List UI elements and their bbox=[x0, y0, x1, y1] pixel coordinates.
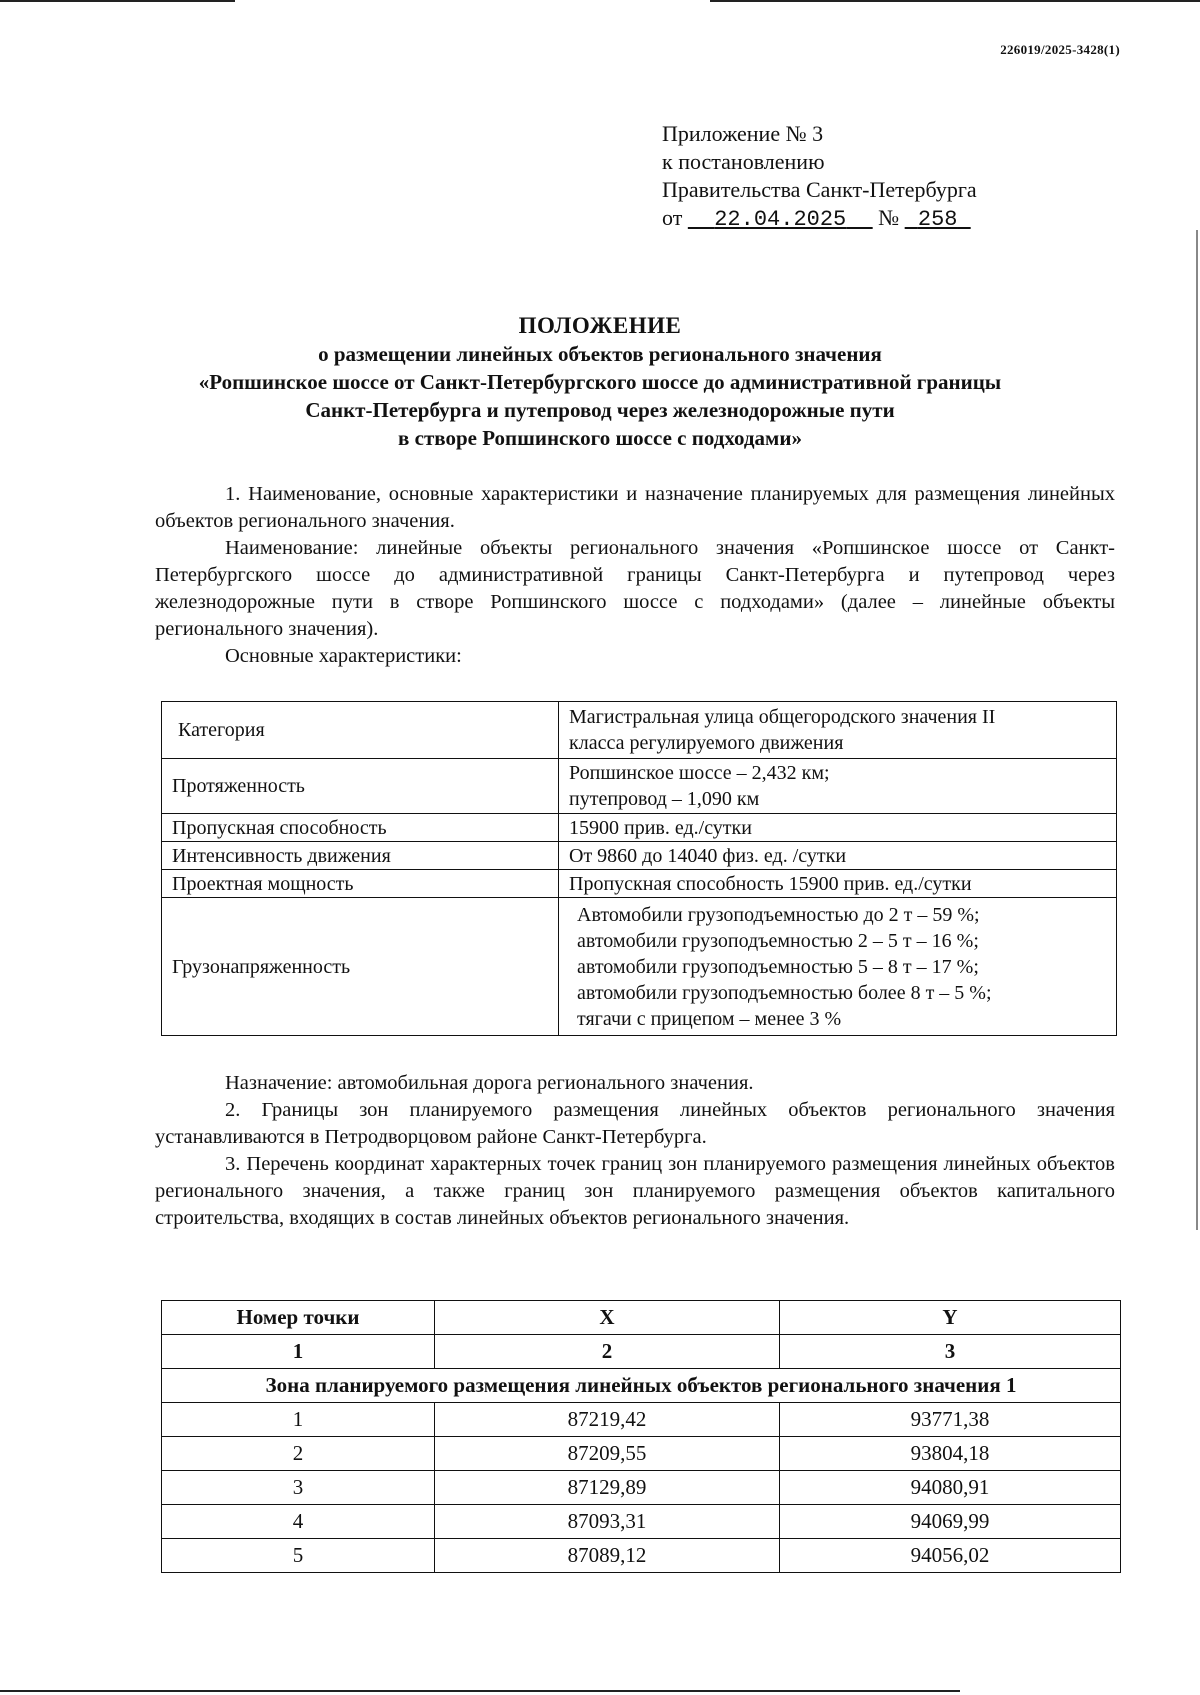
title-line2: о размещении линейных объектов регионального значения bbox=[318, 342, 882, 366]
point-y: 93804,18 bbox=[780, 1437, 1121, 1471]
point-y: 94069,99 bbox=[780, 1505, 1121, 1539]
char-label: Интенсивность движения bbox=[162, 842, 559, 870]
point-x: 87093,31 bbox=[435, 1505, 780, 1539]
point-y: 94056,02 bbox=[780, 1539, 1121, 1573]
appendix-date-line bbox=[662, 204, 977, 234]
point-y: 94080,91 bbox=[780, 1471, 1121, 1505]
title-main: ПОЛОЖЕНИЕ bbox=[518, 313, 682, 338]
char-value: 15900 прив. ед./сутки bbox=[559, 814, 1117, 842]
scan-edge-top bbox=[0, 0, 235, 2]
char-value: Автомобили грузоподъемностью до 2 т – 59 %; автомобили грузоподъемностью 2 – 5 т – 16 %; автомобили грузоподъемностью 5 – 8 т – 17 %; автомобили грузоподъемностью более 8 т – 5 %; тягачи с прицепом – менее 3 % bbox=[559, 898, 1117, 1036]
point-number: 2 bbox=[162, 1437, 435, 1471]
characteristics-table bbox=[161, 701, 1117, 1036]
point-number: 3 bbox=[162, 1471, 435, 1505]
point-x: 87089,12 bbox=[435, 1539, 780, 1573]
section1-p1: 1. Наименование, основные характеристики и назначение планируемых для размещения линейных объектов регионального значения. bbox=[155, 483, 1115, 532]
title-line3: «Ропшинское шоссе от Санкт-Петербургского шоссе до административной границы bbox=[198, 370, 1002, 394]
char-value: Магистральная улица общегородского значения II класса регулируемого движения bbox=[559, 702, 1117, 759]
appendix-line2: к постановлению bbox=[662, 149, 825, 174]
point-x: 87129,89 bbox=[435, 1471, 780, 1505]
section1-text bbox=[155, 481, 1115, 670]
table-row bbox=[162, 702, 1117, 759]
document-title bbox=[0, 312, 1200, 452]
section3-paragraph: 3. Перечень координат характерных точек границ зон планируемого размещения линейных объектов регионального значения, а также границ зон планируемого размещения объектов капитального строительства, входящих в состав линейных объектов регионального значения. bbox=[155, 1153, 1115, 1229]
table-row bbox=[162, 898, 1117, 1036]
table-row bbox=[162, 1539, 1121, 1573]
appendix-line3: Правительства Санкт-Петербурга bbox=[662, 177, 977, 202]
table-row bbox=[162, 759, 1117, 814]
char-label: Проектная мощность bbox=[162, 870, 559, 898]
header-y: Y bbox=[780, 1301, 1121, 1335]
scan-edge-top-right bbox=[710, 0, 1200, 2]
point-x: 87219,42 bbox=[435, 1403, 780, 1437]
char-label: Протяженность bbox=[162, 759, 559, 814]
coordinates-table bbox=[161, 1300, 1121, 1573]
table-row bbox=[162, 1403, 1121, 1437]
resolution-number: 258 bbox=[917, 207, 958, 232]
table-row bbox=[162, 814, 1117, 842]
zone-title: Зона планируемого размещения линейных объектов регионального значения 1 bbox=[162, 1369, 1121, 1403]
char-label: Пропускная способность bbox=[162, 814, 559, 842]
section1-p3: Основные характеристики: bbox=[225, 645, 462, 667]
point-number: 4 bbox=[162, 1505, 435, 1539]
point-number: 5 bbox=[162, 1539, 435, 1573]
section1-p2: Наименование: линейные объекты регионального значения «Ропшинское шоссе от Санкт-Петербургского шоссе до административной границы Санкт-Петербурга и путепровод через железнодорожные пути в створе Ропшинского шоссе с подходами» (далее – линейные объекты регионального значения). bbox=[155, 537, 1115, 640]
header-point-number: Номер точки bbox=[162, 1301, 435, 1335]
appendix-header bbox=[662, 120, 977, 234]
header-x: X bbox=[435, 1301, 780, 1335]
col-number: 3 bbox=[780, 1335, 1121, 1369]
number-prefix: № bbox=[878, 205, 900, 230]
title-line4: Санкт-Петербурга и путепровод через железнодорожные пути bbox=[305, 398, 895, 422]
char-value: От 9860 до 14040 физ. ед. /сутки bbox=[559, 842, 1117, 870]
scan-edge-bottom bbox=[0, 1690, 960, 1692]
section2-paragraph: 2. Границы зон планируемого размещения линейных объектов регионального значения устанавливаются в Петродворцовом районе Санкт-Петербурга. bbox=[155, 1099, 1115, 1148]
col-number: 1 bbox=[162, 1335, 435, 1369]
table-header-row bbox=[162, 1301, 1121, 1335]
table-row bbox=[162, 1437, 1121, 1471]
point-x: 87209,55 bbox=[435, 1437, 780, 1471]
title-line5: в створе Ропшинского шоссе с подходами» bbox=[398, 426, 802, 450]
table-row bbox=[162, 1471, 1121, 1505]
table-row bbox=[162, 842, 1117, 870]
char-label: Категория bbox=[162, 702, 559, 759]
table-row bbox=[162, 870, 1117, 898]
date-prefix: от bbox=[662, 205, 683, 230]
resolution-date: 22.04.2025 bbox=[714, 207, 847, 232]
col-number: 2 bbox=[435, 1335, 780, 1369]
char-value: Пропускная способность 15900 прив. ед./сутки bbox=[559, 870, 1117, 898]
document-id: 226019/2025-3428(1) bbox=[1000, 42, 1120, 57]
purpose-paragraph: Назначение: автомобильная дорога регионального значения. bbox=[225, 1072, 754, 1094]
char-label: Грузонапряженность bbox=[162, 898, 559, 1036]
appendix-number: Приложение № 3 bbox=[662, 121, 824, 146]
zone-title-row bbox=[162, 1369, 1121, 1403]
after-table-text bbox=[155, 1070, 1115, 1232]
char-value: Ропшинское шоссе – 2,432 км; путепровод – 1,090 км bbox=[559, 759, 1117, 814]
table-row bbox=[162, 1505, 1121, 1539]
point-number: 1 bbox=[162, 1403, 435, 1437]
column-number-row bbox=[162, 1335, 1121, 1369]
point-y: 93771,38 bbox=[780, 1403, 1121, 1437]
